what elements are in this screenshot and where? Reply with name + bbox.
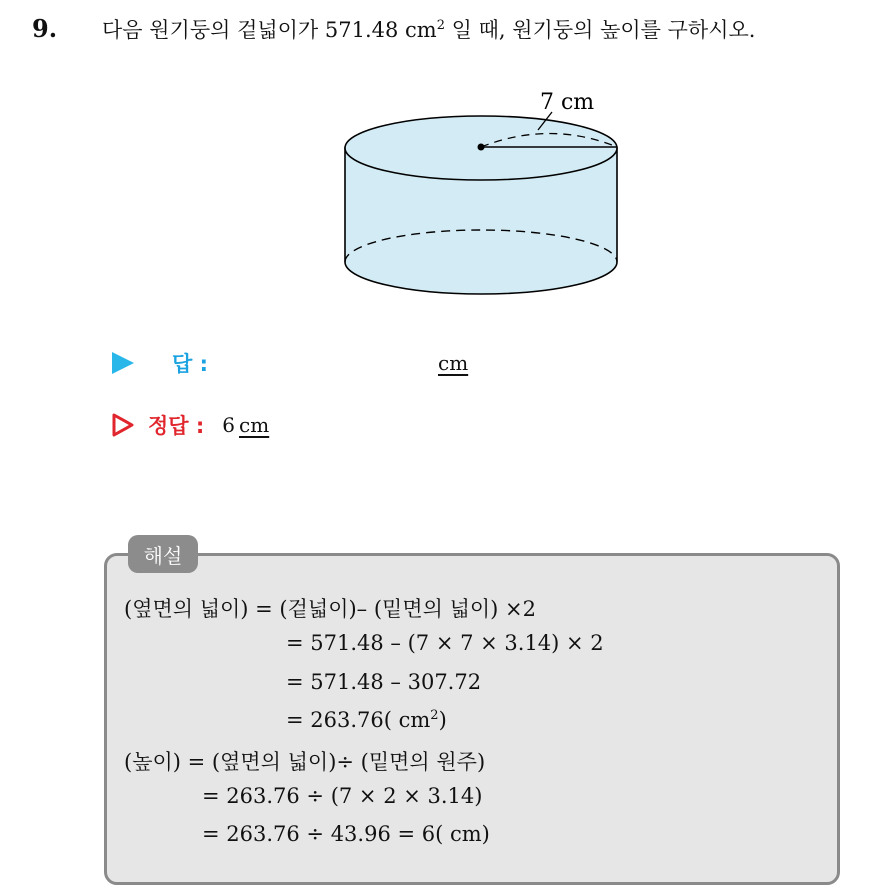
question-number: 9.	[32, 14, 58, 43]
correct-answer-row	[112, 410, 269, 440]
correct-answer-label: 정답 :	[148, 414, 205, 438]
solution-line-2: = 571.48 – (7 × 7 × 3.14) × 2	[286, 631, 604, 655]
answer-unit: cm	[438, 351, 469, 375]
solution-line-3: = 571.48 – 307.72	[286, 670, 482, 694]
solution-line-4-sup: 2	[430, 708, 439, 723]
solution-line-4-end: )	[438, 708, 447, 732]
correct-answer-value: 6	[222, 413, 236, 437]
question-text-sup: 2	[436, 18, 445, 33]
correct-answer-unit: cm	[239, 413, 270, 437]
solution-line-7: = 263.76 ÷ 43.96 = 6( cm)	[202, 822, 490, 846]
solution-line-5: (높이) = (옆면의 넓이)÷ (밑면의 원주)	[124, 750, 486, 774]
solution-line-4	[286, 708, 447, 732]
answer-row	[112, 348, 468, 378]
solution-line-4-main: = 263.76( cm	[286, 708, 431, 732]
solution-line-1: (옆면의 넓이) = (겉넓이)– (밑면의 넓이) ×2	[124, 597, 536, 621]
outline-play-arrow-icon	[112, 413, 134, 437]
answer-label: 답 :	[172, 352, 208, 376]
center-point	[478, 144, 485, 151]
cylinder-figure	[330, 82, 630, 302]
question-text-end: 일 때, 원기둥의 높이를 구하시오.	[445, 18, 756, 42]
radius-label: 7 cm	[540, 90, 595, 115]
solution-line-6: = 263.76 ÷ (7 × 2 × 3.14)	[202, 784, 483, 808]
question-text-main: 다음 원기둥의 겉넓이가 571.48 cm	[102, 18, 437, 42]
question-text	[102, 14, 755, 44]
play-arrow-icon	[112, 352, 134, 374]
explanation-tag: 해설	[128, 535, 198, 573]
